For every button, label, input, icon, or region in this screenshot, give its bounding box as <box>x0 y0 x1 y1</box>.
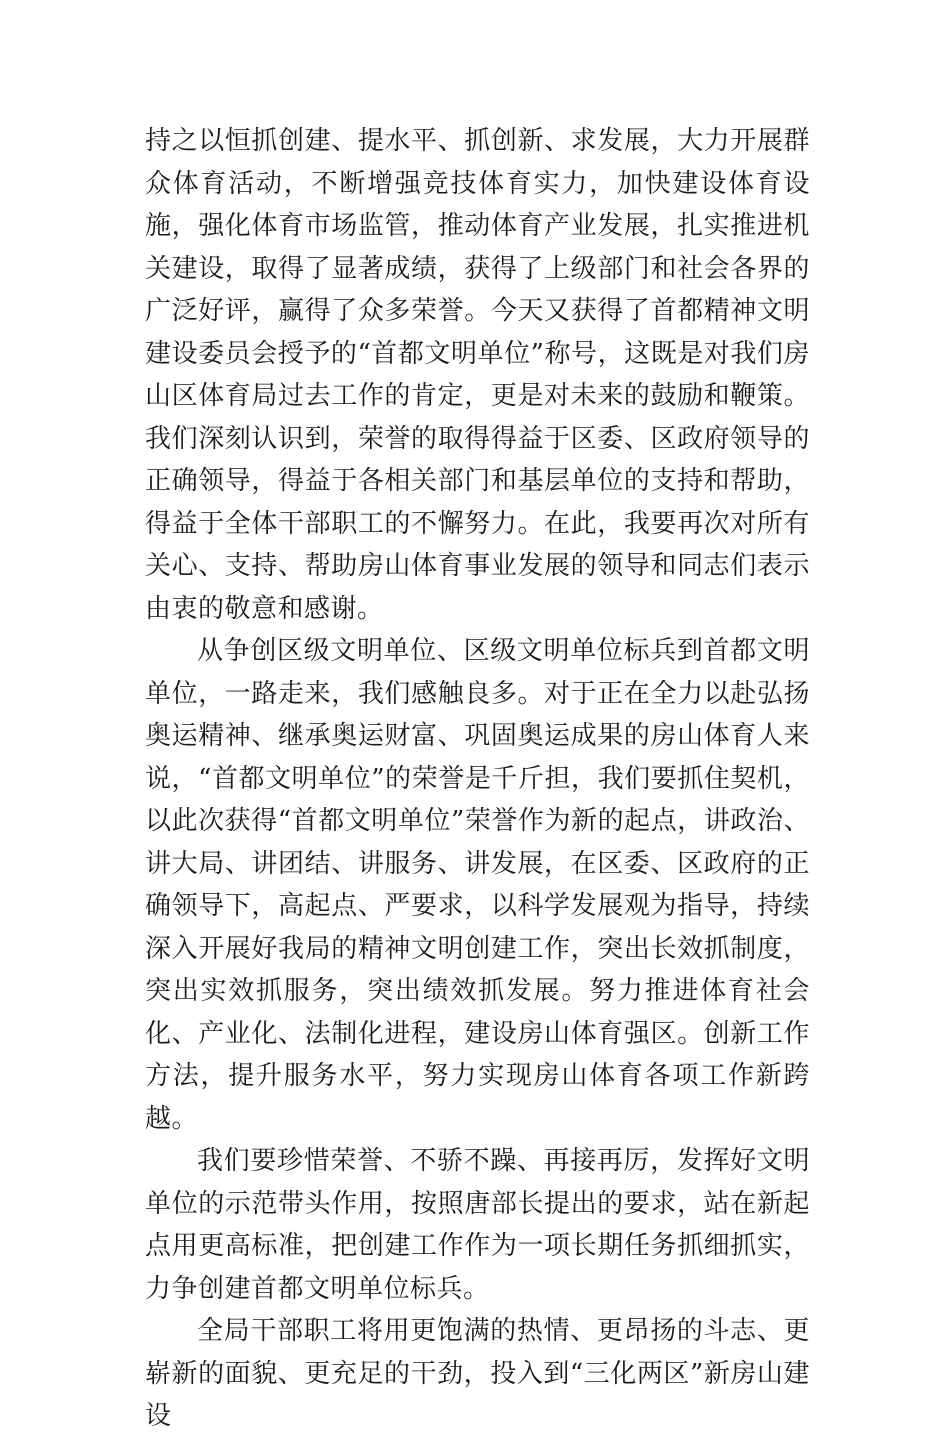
paragraph-2: 从争创区级文明单位、区级文明单位标兵到首都文明单位，一路走来，我们感触良多。对于正在全力以赴弘扬奥运精神、继承奥运财富、巩固奥运成果的房山体育人来说，“首都文明单位”的荣誉是千斤担，我们要抓住契机，以此次获得“首都文明单位”荣誉作为新的起点，讲政治、讲大局、讲团结、讲服务、讲发展，在区委、区政府的正确领导下，高起点、严要求，以科学发展观为指导，持续深入开展好我局的精神文明创建工作，突出长效抓制度，突出实效抓服务，突出绩效抓发展。努力推进体育社会化、产业化、法制化进程，建设房山体育强区。创新工作方法，提升服务水平，努力实现房山体育各项工作新跨越。 <box>145 636 810 1134</box>
document-body <box>145 120 810 1438</box>
paragraph-1: 持之以恒抓创建、提水平、抓创新、求发展，大力开展群众体育活动，不断增强竞技体育实力，加快建设体育设施，强化体育市场监管，推动体育产业发展，扎实推进机关建设，取得了显著成绩，获得了上级部门和社会各界的广泛好评，赢得了众多荣誉。今天又获得了首都精神文明建设委员会授予的“首都文明单位”称号，这既是对我们房山区体育局过去工作的肯定，更是对未来的鼓励和鞭策。我们深刻认识到，荣誉的取得得益于区委、区政府领导的正确领导，得益于各相关部门和基层单位的支持和帮助，得益于全体干部职工的不懈努力。在此，我要再次对所有关心、支持、帮助房山体育事业发展的领导和同志们表示由衷的敬意和感谢。 <box>145 126 810 624</box>
paragraph-3: 我们要珍惜荣誉、不骄不躁、再接再厉，发挥好文明单位的示范带头作用，按照唐部长提出的要求，站在新起点用更高标准，把创建工作作为一项长期任务抓细抓实，力争创建首都文明单位标兵。 <box>145 1146 810 1304</box>
paragraph-4: 全局干部职工将用更饱满的热情、更昂扬的斗志、更崭新的面貌、更充足的干劲，投入到“三化两区”新房山建设 <box>145 1316 810 1431</box>
